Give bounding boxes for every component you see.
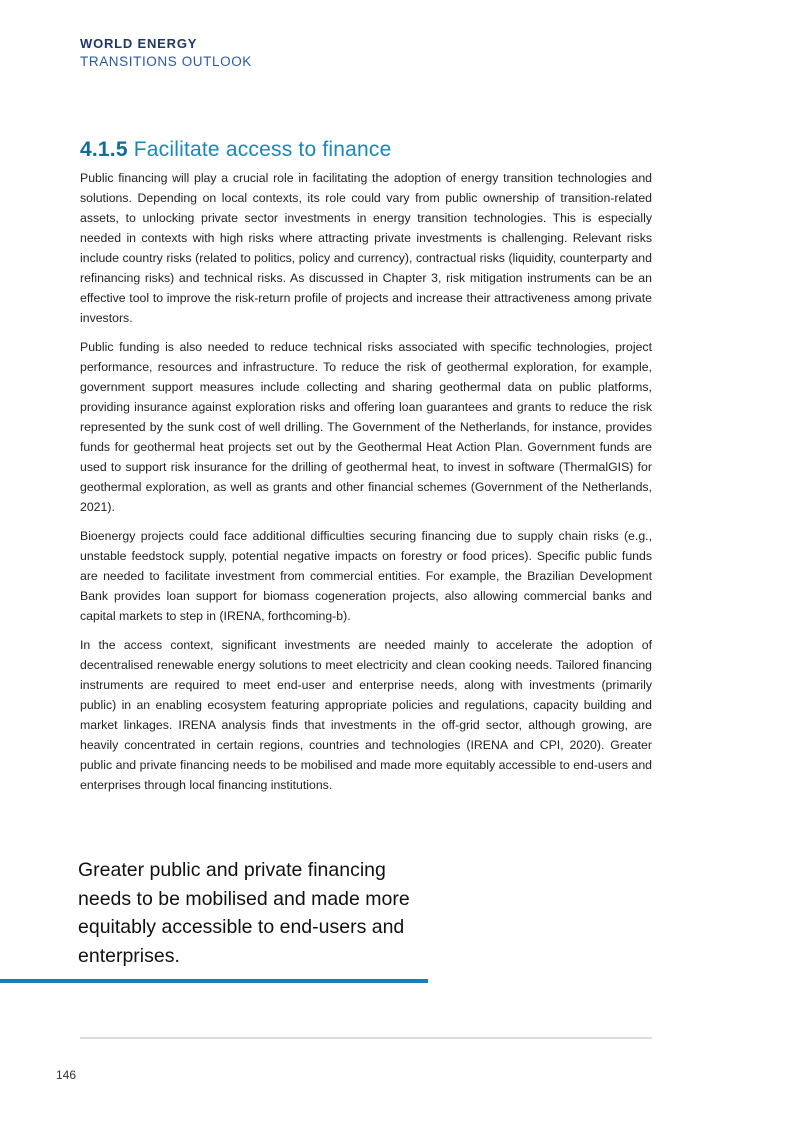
page-number: 146 — [56, 1068, 77, 1082]
pull-quote: Greater public and private financing needs to be mobilised and made more equitably accessible to end-users and enterprises. — [78, 859, 410, 967]
paragraph: Public funding is also needed to reduce technical risks associated with specific technologies, project performance, resources and infrastructure. To reduce the risk of geothermal exploration, for example, government support measures include collecting and sharing geothermal data on public platforms, providing insurance against exploration risks and offering loan guarantees and grants to reduce the risk represented by the sunk cost of well drilling. The Government of the Netherlands, for instance, provides funds for geothermal heat projects set out by the Geothermal Heat Action Plan. Government funds are used to support risk insurance for the drilling of geothermal heat, to invest in software (ThermalGIS) for geothermal exploration, as well as grants and other financial schemes (Government of the Netherlands, 2021). — [80, 340, 652, 514]
header-subtitle: TRANSITIONS OUTLOOK — [80, 54, 252, 69]
header-title: WORLD ENERGY — [80, 36, 198, 51]
running-header — [80, 36, 252, 70]
section-title: Facilitate access to finance — [133, 138, 392, 161]
pull-quote-accent-bar — [0, 979, 428, 983]
paragraph: Bioenergy projects could face additional difficulties securing financing due to supply chain risks (e.g., unstable feedstock supply, potential negative impacts on forestry or food prices). Specific public funds are needed to facilitate investment from commercial entities. For example, the Brazilian Development Bank provides loan support for biomass cogeneration projects, also allowing commercial banks and capital markets to step in (IRENA, forthcoming-b). — [80, 529, 652, 623]
section-number: 4.1.5 — [80, 138, 128, 161]
section-heading — [80, 136, 392, 164]
body-text — [80, 168, 652, 804]
paragraph: Public financing will play a crucial role in facilitating the adoption of energy transition technologies and solutions. Depending on local contexts, its role could vary from public ownership of transition-related assets, to unlocking private sector investments in energy transition technologies. This is especially needed in contexts with high risks where attracting private investments is challenging. Relevant risks include country risks (related to politics, policy and currency), contractual risks (liquidity, counterparty and refinancing risks) and technical risks. As discussed in Chapter 3, risk mitigation instruments can be an effective tool to improve the risk-return profile of projects and increase their attractiveness among private investors. — [80, 171, 652, 325]
paragraph: In the access context, significant investments are needed mainly to accelerate the adoption of decentralised renewable energy solutions to meet electricity and clean cooking needs. Tailored financing instruments are required to meet end-user and enterprise needs, along with investments (primarily public) in an enabling ecosystem featuring appropriate policies and regulations, capacity building and market linkages. IRENA analysis finds that investments in the off-grid sector, although growing, are heavily concentrated in certain regions, countries and technologies (IRENA and CPI, 2020). Greater public and private financing needs to be mobilised and made more equitably accessible to end-users and enterprises through local financing institutions. — [80, 638, 652, 792]
footer-divider — [80, 1037, 652, 1039]
